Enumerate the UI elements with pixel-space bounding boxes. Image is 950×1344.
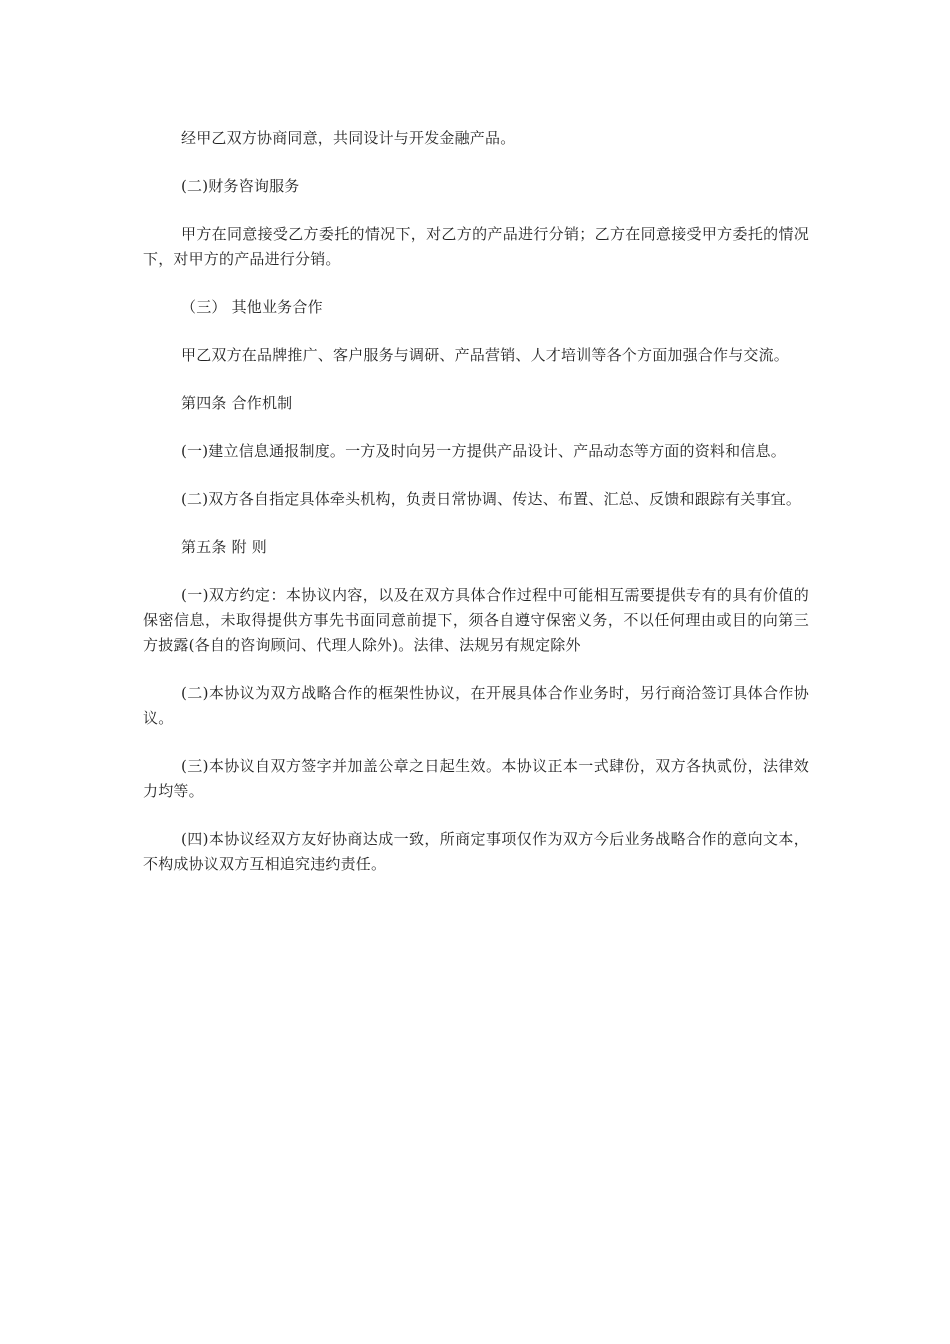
paragraph-lead-organization: (二)双方各自指定具体牵头机构，负责日常协调、传达、布置、汇总、反馈和跟踪有关事宜。 xyxy=(181,490,802,508)
paragraph-effectiveness: (三)本协议自双方签字并加盖公章之日起生效。本协议正本一式肆份，双方各执贰份，法律效力均等。 xyxy=(143,757,809,800)
paragraph-information-reporting: (一)建立信息通报制度。一方及时向另一方提供产品设计、产品动态等方面的资料和信息。 xyxy=(181,442,786,460)
paragraph-product-development: 经甲乙双方协商同意，共同设计与开发金融产品。 xyxy=(181,129,516,147)
paragraph-intent-document: (四)本协议经双方友好协商达成一致，所商定事项仅作为双方今后业务战略合作的意向文本，不构成协议双方互相追究违约责任。 xyxy=(143,830,809,873)
heading-financial-consulting: (二)财务咨询服务 xyxy=(181,177,300,195)
paragraph-other-cooperation: 甲乙双方在品牌推广、客户服务与调研、产品营销、人才培训等各个方面加强合作与交流。 xyxy=(181,346,790,364)
heading-article-four: 第四条 合作机制 xyxy=(181,394,293,412)
document-body xyxy=(143,126,809,900)
paragraph-distribution: 甲方在同意接受乙方委托的情况下，对乙方的产品进行分销；乙方在同意接受甲方委托的情况下，对甲方的产品进行分销。 xyxy=(143,225,809,268)
heading-other-cooperation: （三） 其他业务合作 xyxy=(181,298,323,316)
paragraph-confidentiality: (一)双方约定：本协议内容，以及在双方具体合作过程中可能相互需要提供专有的具有价值的保密信息，未取得提供方事先书面同意前提下，须各自遵守保密义务，不以任何理由或目的向第三方披露(各自的咨询顾问、代理人除外)。法律、法规另有规定除外 xyxy=(143,586,809,654)
paragraph-framework-agreement: (二)本协议为双方战略合作的框架性协议，在开展具体合作业务时，另行商洽签订具体合作协议。 xyxy=(143,684,809,727)
heading-article-five: 第五条 附 则 xyxy=(181,538,267,556)
